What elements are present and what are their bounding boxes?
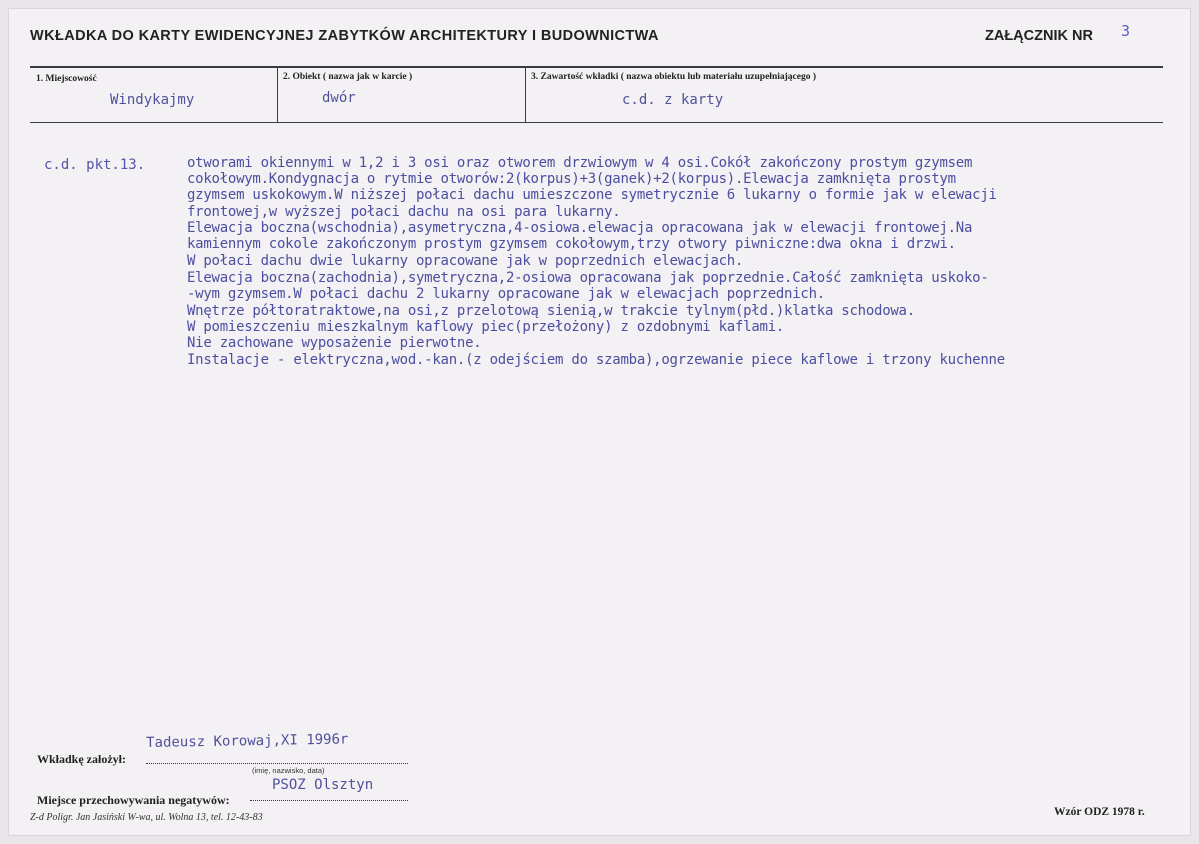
record-card xyxy=(8,8,1191,836)
content-value: c.d. z karty xyxy=(622,92,724,108)
locality-label: 1. Miejscowość xyxy=(36,74,97,84)
negatives-dotted-line xyxy=(250,800,408,801)
body-line: -wym gzymsem.W połaci dachu 2 lukarny opracowane jak w elewacjach poprzednich. xyxy=(187,286,825,302)
body-line: Elewacja boczna(wschodnia),asymetryczna,4-osiowa.elewacja opracowana jak w elewacji frontowej.Na xyxy=(187,220,973,236)
content-label: 3. Zawartość wkładki ( nazwa obiektu lub materiału uzupełniającego ) xyxy=(531,72,817,82)
body-line: Wnętrze półtoratraktowe,na osi,z przelotową sienią,w trakcie tylnym(płd.)klatka schodowa. xyxy=(187,303,915,319)
negatives-value: PSOZ Olsztyn xyxy=(272,777,374,793)
field-divider-2 xyxy=(525,66,526,123)
annex-label: ZAŁĄCZNIK NR xyxy=(985,28,1093,44)
founder-label: Wkładkę założył: xyxy=(37,752,126,766)
annex-number: 3 xyxy=(1121,22,1131,40)
form-title: WKŁADKA DO KARTY EWIDENCYJNEJ ZABYTKÓW ARCHITEKTURY I BUDOWNICTWA xyxy=(30,28,659,44)
body-line: frontowej,w wyższej połaci dachu na osi para lukarny. xyxy=(187,204,621,220)
body-line: kamiennym cokole zakończonym prostym gzymsem cokołowym,trzy otwory piwniczne:dwa okna i drzwi. xyxy=(187,236,956,252)
point-reference: c.d. pkt.13. xyxy=(44,157,146,173)
printer-imprint: Z-d Poligr. Jan Jasiński W-wa, ul. Wolna 13, tel. 12-43-83 xyxy=(30,812,263,823)
founder-dotted-line xyxy=(146,763,408,764)
body-line: Instalacje - elektryczna,wod.-kan.(z odejściem do szamba),ogrzewanie piece kaflowe i trzony kuchenne xyxy=(187,352,1005,368)
field-divider-1 xyxy=(277,66,278,123)
body-line: gzymsem uskokowym.W niższej połaci dachu umieszczone symetrycznie 6 lukarny o formie jak w elewacji xyxy=(187,187,997,203)
object-label: 2. Obiekt ( nazwa jak w karcie ) xyxy=(283,72,413,82)
body-line: Elewacja boczna(zachodnia),symetryczna,2-osiowa opracowana jak poprzednie.Całość zamknięta uskoko- xyxy=(187,270,989,286)
body-line: cokołowym.Kondygnacja o rytmie otworów:2(korpus)+3(ganek)+2(korpus).Elewacja zamknięta prostym xyxy=(187,171,956,187)
field-box-bottom-rule xyxy=(30,122,1163,123)
body-line: otworami okiennymi w 1,2 i 3 osi oraz otworem drzwiowym w 4 osi.Cokół zakończony prostym gzymsem xyxy=(187,155,973,171)
founder-hint: (imię, nazwisko, data) xyxy=(252,766,325,775)
body-line: W pomieszczeniu mieszkalnym kaflowy piec(przełożony) z ozdobnymi kaflami. xyxy=(187,319,785,335)
locality-value: Windykajmy xyxy=(110,92,195,108)
object-value: dwór xyxy=(322,90,356,106)
negatives-label: Miejsce przechowywania negatywów: xyxy=(37,793,230,807)
body-line: W połaci dachu dwie lukarny opracowane jak w poprzednich elewacjach. xyxy=(187,253,744,269)
body-line: Nie zachowane wyposażenie pierwotne. xyxy=(187,335,482,351)
form-code: Wzór ODZ 1978 r. xyxy=(1054,806,1145,818)
field-box-top-rule xyxy=(30,66,1163,68)
founder-value: Tadeusz Korowaj,XI 1996r xyxy=(146,731,349,751)
